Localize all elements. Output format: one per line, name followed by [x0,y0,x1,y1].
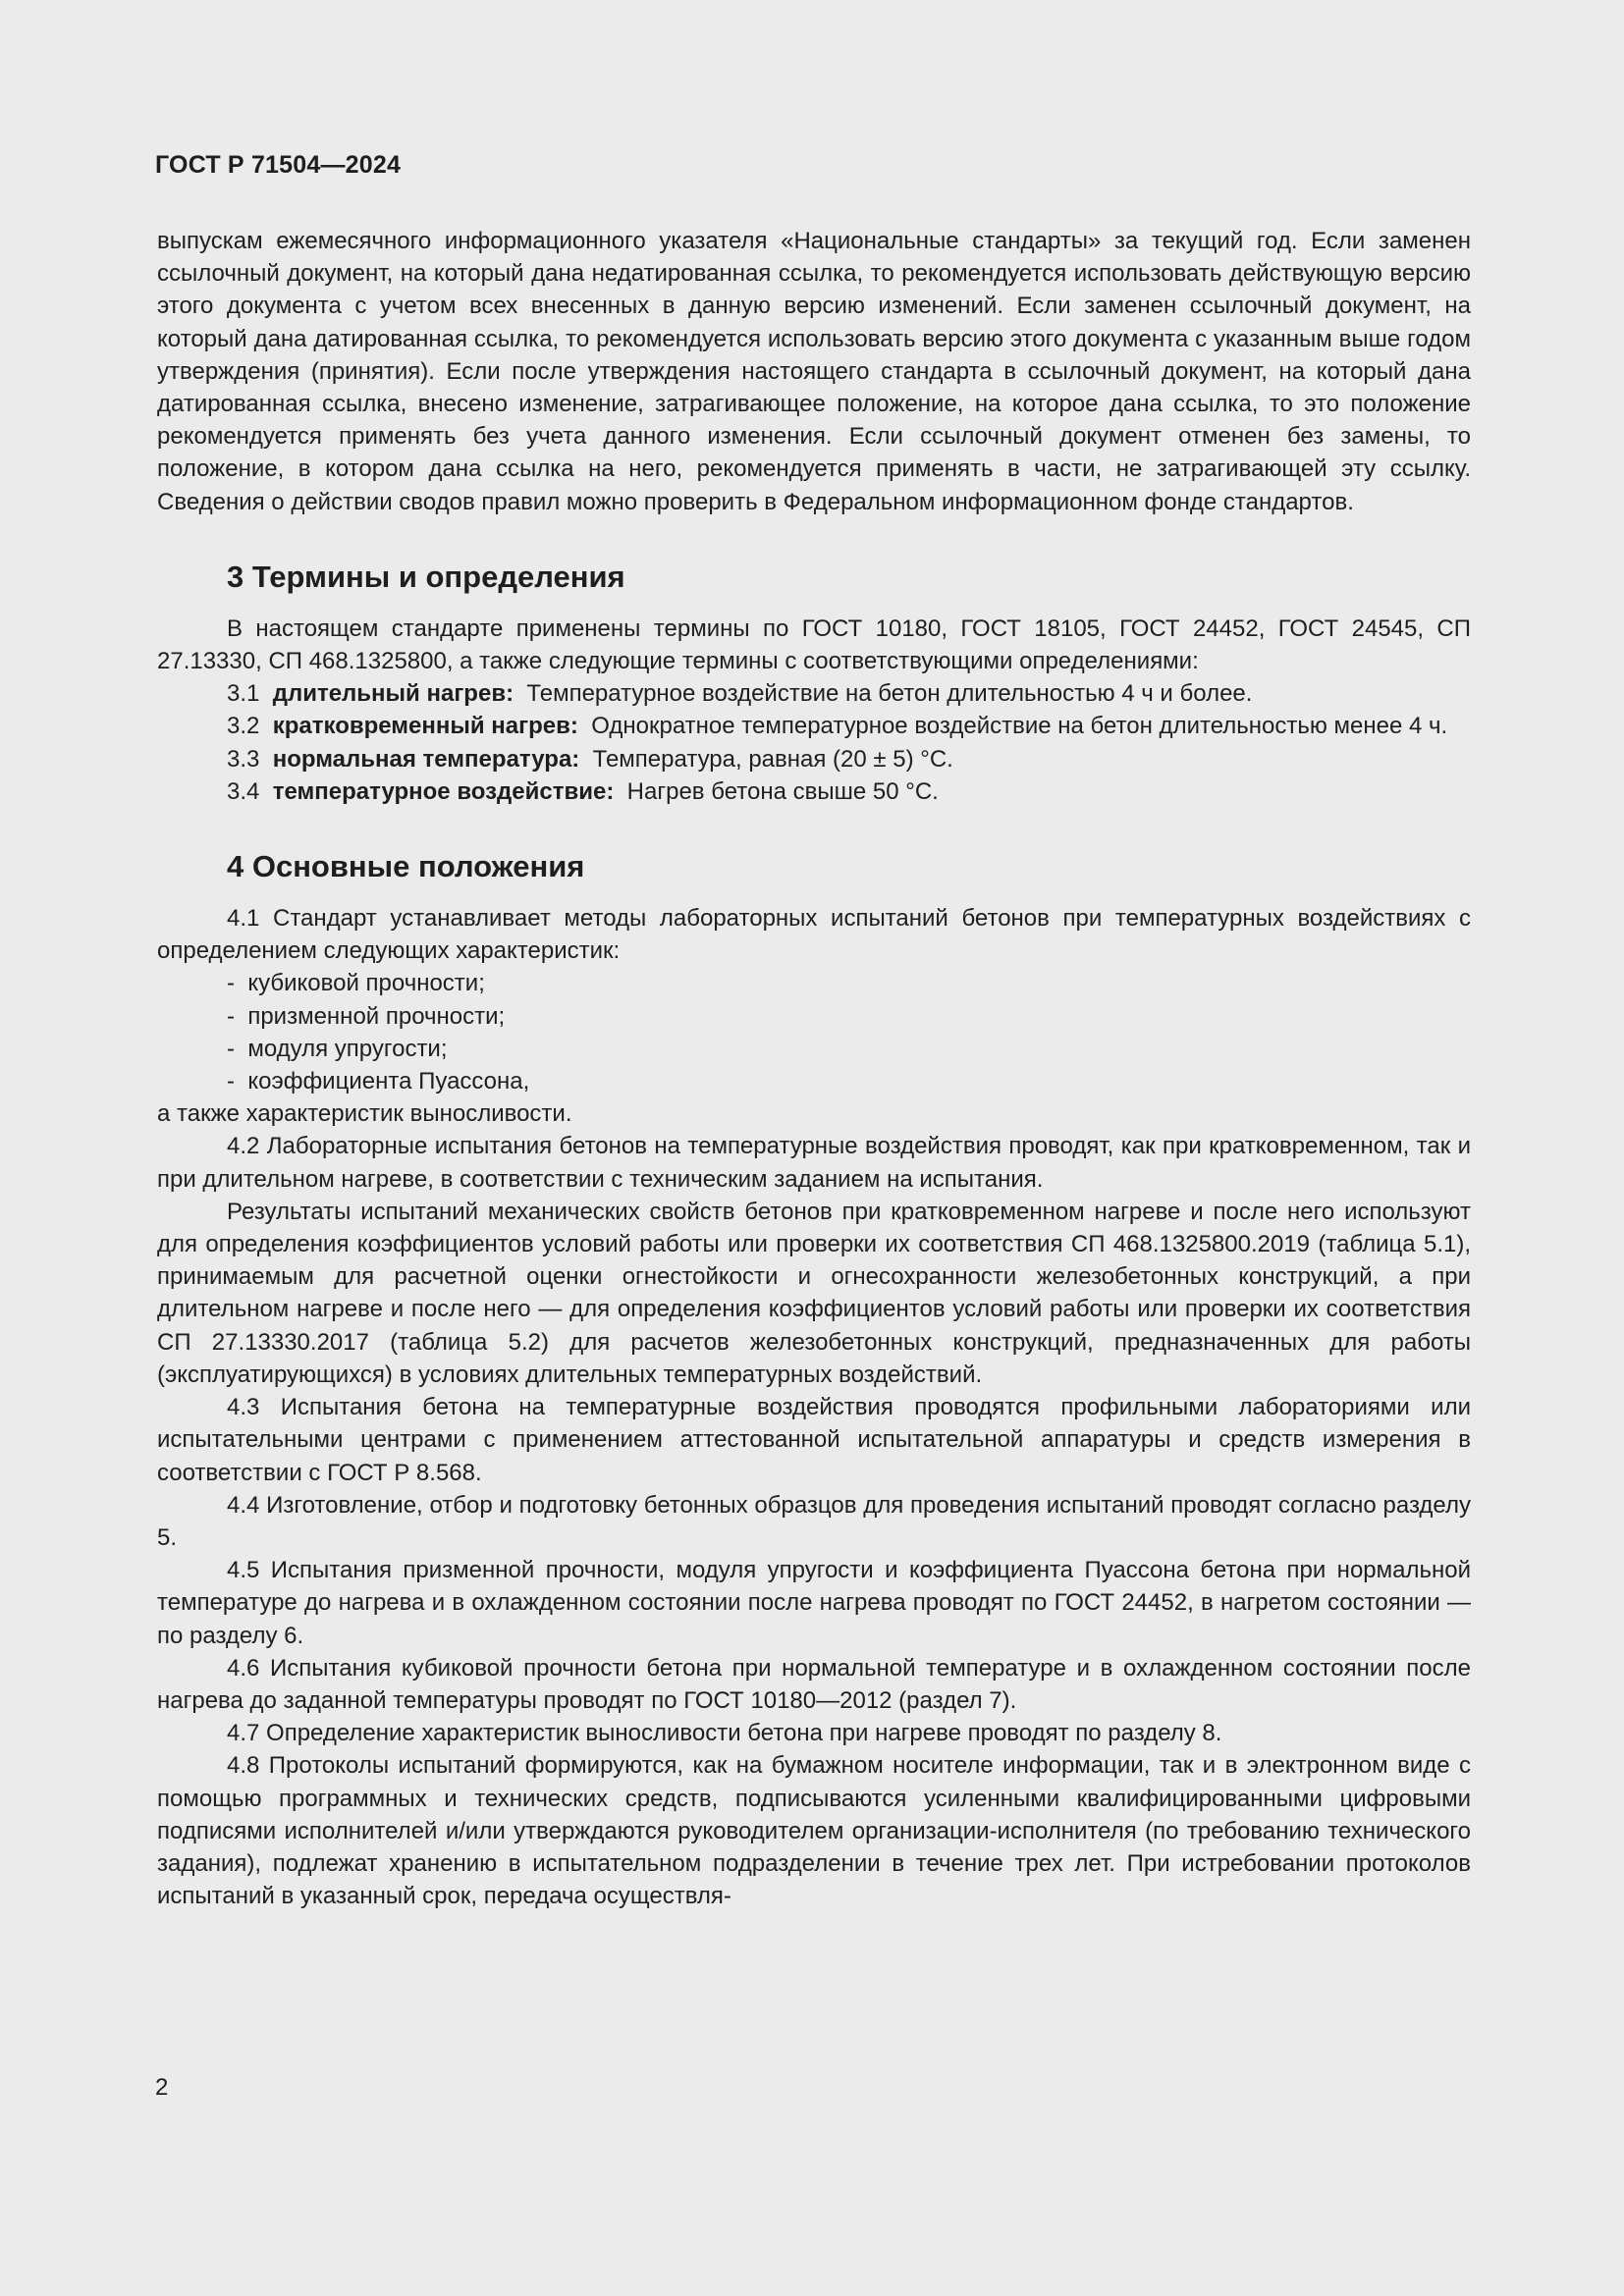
paragraph-4-4: 4.4 Изготовление, отбор и подготовку бетонных образцов для проведения испытаний проводят согласно разделу 5. [157,1491,1471,1551]
term-name: температурное воздействие: [272,777,615,805]
section-3-title: 3 Термины и определения [227,559,625,594]
term-definition [157,775,1471,808]
terms-list [157,677,1471,808]
term-number: 3.2 [227,713,260,740]
section-3-intro: В настоящем стандарте применены термины по ГОСТ 10180, ГОСТ 18105, ГОСТ 24452, ГОСТ 24545, СП 27.13330, СП 468.1325800, а также следующие термины с соответствующими определениями: [157,614,1471,675]
paragraph-4-1-tail: а также характеристик выносливости. [157,1100,572,1128]
paragraph-4-6: 4.6 Испытания кубиковой прочности бетона при нормальной температуре и в охлажденном состоянии после нагрева до заданной температуры проводят по ГОСТ 10180—2012 (раздел 7). [157,1654,1471,1714]
list-item: - коэффициента Пуассона, [157,1065,1471,1097]
paragraph-4-2: 4.2 Лабораторные испытания бетонов на температурные воздействия проводят, как при кратковременном, так и при длительном нагреве, в соответствии с техническим заданием на испытания. [157,1133,1471,1193]
list-item: - кубиковой прочности; [157,967,1471,999]
term-number: 3.1 [227,680,260,708]
term-definition [157,710,1471,742]
paragraph-4-7: 4.7 Определение характеристик выносливости бетона при нагреве проводят по разделу 8. [227,1720,1222,1747]
intro-paragraph: выпускам ежемесячного информационного указателя «Национальные стандарты» за текущий год. Если заменен ссылочный документ, на который дана недатированная ссылка, то рекомендуется использовать действующую версию этого документа с учетом всех внесенных в данную версию изменений. Если заменен ссылочный документ, на который дана датированная ссылка, то рекомендуется использовать версию этого документа с указанным выше годом утверждения (принятия). Если после утверждения настоящего стандарта в ссылочный документ, на который дана датированная ссылка, внесено изменение, затрагивающее положение, на которое дана ссылка, то это положение рекомендуется применять без учета данного изменения. Если ссылочный документ отменен без замены, то положение, в котором дана ссылка на него, рекомендуется применять в части, не затрагивающей эту ссылку. Сведения о действии сводов правил можно проверить в Федеральном информационном фонде стандартов. [157,228,1471,515]
list-item: - призменной прочности; [157,1000,1471,1033]
term-text: Температурное воздействие на бетон длительностью 4 ч и более. [526,680,1253,708]
term-text: Температура, равная (20 ± 5) °С. [592,745,953,773]
page-number: 2 [155,2074,169,2101]
term-name: кратковременный нагрев: [272,713,578,740]
paragraph-4-1: 4.1 Стандарт устанавливает методы лабораторных испытаний бетонов при температурных воздействиях с определением следующих характеристик: [157,905,1471,965]
term-text: Нагрев бетона свыше 50 °С. [626,777,939,805]
paragraph-4-5: 4.5 Испытания призменной прочности, модуля упругости и коэффициента Пуассона бетона при нормальной температуре до нагрева и в охлажденном состоянии после нагрева проводят по ГОСТ 24452, в нагретом состоянии — по разделу 6. [157,1557,1471,1649]
document-body [157,225,1471,1912]
term-name: длительный нагрев: [272,680,514,708]
paragraph-4-2-results: Результаты испытаний механических свойств бетонов при кратковременном нагреве и после него используют для определения коэффициентов условий работы или проверки их соответствия СП 468.1325800.2019 (таблица 5.1), принимаемым для расчетной оценки огнестойкости и огнесохранности железобетонных конструкций, а при длительном нагреве и после него — для определения коэффициентов условий работы или проверки их соответствия СП 27.13330.2017 (таблица 5.2) для расчетов железобетонных конструкций, предназначенных для работы (эксплуатирующихся) в условиях длительных температурных воздействий. [157,1198,1471,1388]
term-name: нормальная температура: [272,745,580,773]
section-4-title: 4 Основные положения [227,849,585,884]
document-header: ГОСТ Р 71504—2024 [155,151,402,179]
paragraph-4-8: 4.8 Протоколы испытаний формируются, как на бумажном носителе информации, так и в электронном виде с помощью программных и технических средств, подписываются усиленными квалифицированными цифровыми подписями исполнителей и/или утверждаются руководителем организации-исполнителя (по требованию технического задания), подлежат хранению в испытательном подразделении в течение трех лет. При истребовании протоколов испытаний в указанный срок, передача осуществля- [157,1752,1471,1910]
term-number: 3.4 [227,777,260,805]
term-definition [157,743,1471,775]
list-item: - модуля упругости; [157,1033,1471,1065]
paragraph-4-3: 4.3 Испытания бетона на температурные воздействия проводятся профильными лабораториями или испытательными центрами с применением аттестованной испытательной аппаратуры и средств измерения в соответствии с ГОСТ Р 8.568. [157,1394,1471,1486]
term-definition [157,677,1471,710]
term-text: Однократное температурное воздействие на бетон длительностью менее 4 ч. [591,713,1448,740]
term-number: 3.3 [227,745,260,773]
characteristics-list [157,967,1471,1097]
